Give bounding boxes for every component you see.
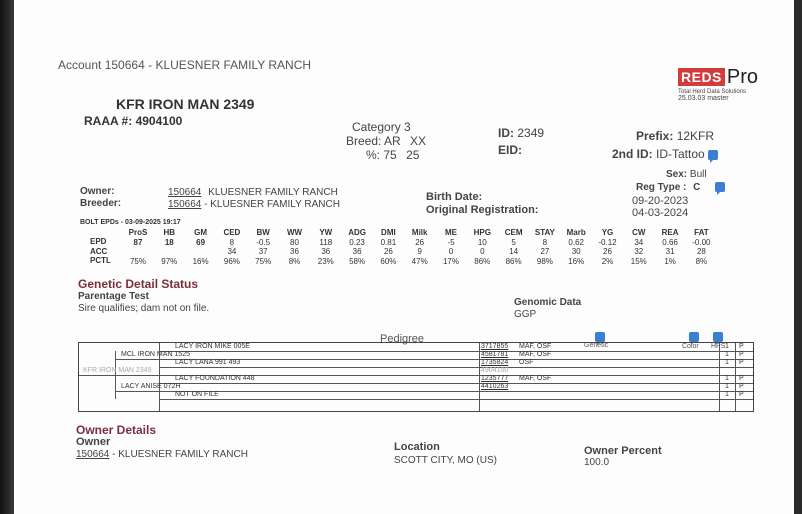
epd-pctl-hb: 97% bbox=[161, 256, 178, 266]
id-label: ID: bbox=[498, 126, 514, 140]
pedigree-color: 1 bbox=[725, 343, 729, 350]
breed-line bbox=[346, 134, 426, 148]
prefix-line bbox=[636, 129, 714, 143]
pedigree-subject-reg: 4904100 bbox=[481, 367, 509, 374]
epd-epd-gm: 69 bbox=[196, 237, 206, 247]
logo-reds: REDS bbox=[678, 68, 725, 86]
epd-name-cem: CEM bbox=[504, 228, 523, 237]
category: Category 3 bbox=[352, 120, 411, 134]
pedigree-genetic: OSF bbox=[519, 359, 534, 366]
pedigree-genetic: MAF, OSF bbox=[519, 351, 552, 358]
pedigree-subject: KFR IRON MAN 2349 bbox=[83, 367, 152, 374]
epd-name-gm: GM bbox=[194, 228, 208, 237]
sex-value: Bull bbox=[689, 169, 707, 180]
pedigree-title: Pedigree bbox=[380, 333, 425, 345]
epd-pctl-rea: 1% bbox=[664, 256, 676, 266]
pedigree-col-genetic: Genetic bbox=[584, 342, 609, 349]
parentage-test-label: Parentage Test bbox=[78, 291, 149, 302]
owner-details-heading: Owner Details bbox=[76, 423, 157, 437]
pedigree-color: 1 bbox=[725, 375, 729, 382]
epd-acc-dmi: 26 bbox=[383, 247, 393, 256]
owner-line bbox=[168, 187, 338, 198]
epd-acc-ww: 36 bbox=[290, 247, 299, 256]
epd-pctl-adg: 58% bbox=[349, 256, 366, 266]
epd-epd-ced: 8 bbox=[229, 237, 235, 247]
info-icon[interactable] bbox=[595, 332, 605, 342]
breed-label: Breed: bbox=[346, 134, 382, 148]
epd-epd-fat: -0.00 bbox=[692, 237, 711, 247]
epd-epd-ww: 80 bbox=[290, 237, 299, 247]
breeder-label: Breeder: bbox=[80, 198, 122, 209]
account-number: 150664 bbox=[104, 58, 145, 72]
eid-label: EID: bbox=[498, 143, 522, 157]
second-id-label: 2nd ID: bbox=[612, 147, 653, 161]
sex-line bbox=[666, 169, 707, 180]
id-value: 2349 bbox=[517, 126, 545, 140]
epd-name-me: ME bbox=[445, 228, 457, 237]
genomic-data-value: GGP bbox=[514, 309, 537, 320]
acc-row-label: ACC bbox=[90, 246, 108, 256]
epd-name-rea: REA bbox=[661, 228, 679, 237]
epd-pctl-cw: 15% bbox=[630, 256, 647, 266]
epd-acc-cem: 14 bbox=[509, 247, 519, 256]
breed-code-2: XX bbox=[410, 134, 427, 148]
epd-acc-marb: 30 bbox=[571, 247, 581, 256]
logo-tagline: Total Herd Data Solutions bbox=[678, 89, 747, 95]
epd-acc-me: 0 bbox=[448, 247, 454, 256]
original-registration-label: Original Registration: bbox=[426, 204, 539, 216]
pct-2: 25 bbox=[406, 148, 420, 162]
epd-epd-me: -5 bbox=[447, 237, 455, 247]
parentage-test-text: Sire qualifies; dam not on file. bbox=[78, 303, 210, 314]
epd-epd-bw: -0.5 bbox=[256, 237, 271, 247]
epd-pctl-cem: 86% bbox=[505, 256, 522, 266]
pedigree-dam: LACY ANISE 072H bbox=[121, 383, 181, 390]
genomic-data-label: Genomic Data bbox=[514, 297, 582, 308]
epd-name-cw: CW bbox=[632, 228, 646, 237]
pedigree-reg-link[interactable]: 1735824 bbox=[481, 359, 509, 366]
epd-acc-adg: 36 bbox=[352, 247, 362, 256]
info-icon[interactable] bbox=[713, 332, 723, 342]
pedigree-color: 1 bbox=[725, 383, 729, 390]
reg-type-value: C bbox=[693, 182, 701, 193]
scan-edge-shadow bbox=[0, 0, 14, 514]
epd-row-labels bbox=[90, 237, 111, 266]
prefix-value: 12KFR bbox=[676, 129, 715, 143]
birth-date-label: Birth Date: bbox=[426, 191, 483, 203]
epd-name-milk: Milk bbox=[411, 228, 428, 237]
pedigree-reg-link[interactable]: 3717855 bbox=[481, 343, 509, 350]
account-name: KLUESNER FAMILY RANCH bbox=[155, 58, 312, 72]
pedigree-sire-sire: LACY IRON MIKE 005E bbox=[175, 343, 250, 350]
location-label: Location bbox=[394, 441, 440, 453]
epd-acc-ced: 34 bbox=[227, 247, 237, 256]
prefix-label: Prefix: bbox=[636, 129, 674, 143]
pctl-row-label: PCTL bbox=[90, 256, 111, 265]
owner-details-owner-label: Owner bbox=[76, 436, 111, 448]
epd-epd-stay: 8 bbox=[542, 237, 548, 247]
pedigree-col-hps: HPS bbox=[711, 343, 726, 350]
pedigree-dam-sire: LACY FOUNDATION 448 bbox=[175, 375, 255, 382]
account-label: Account bbox=[58, 58, 102, 72]
animal-name: KFR IRON MAN 2349 bbox=[116, 96, 255, 112]
epd-epd-dmi: 0.81 bbox=[380, 237, 397, 247]
epd-name-bw: BW bbox=[256, 228, 270, 237]
epd-name-yg: YG bbox=[601, 228, 614, 237]
epd-pctl-gm: 16% bbox=[192, 256, 209, 266]
epd-epd-cem: 5 bbox=[511, 237, 516, 247]
epd-name-adg: ADG bbox=[348, 228, 366, 237]
info-icon[interactable] bbox=[708, 150, 718, 160]
epd-acc-hpg: 0 bbox=[480, 247, 485, 256]
owner-percent-label: Owner Percent bbox=[584, 445, 662, 457]
owner-percent-value: 100.0 bbox=[584, 457, 610, 468]
epd-pctl-bw: 75% bbox=[255, 256, 272, 266]
epd-epd-hb: 18 bbox=[164, 237, 174, 247]
epd-title: BOLT EPDs - 03-09-2025 19:17 bbox=[80, 219, 181, 226]
pedigree-sire-dam: LACY LANA 991 493 bbox=[175, 359, 241, 366]
pedigree-table bbox=[78, 342, 754, 412]
pedigree-genetic: MAF, OSF bbox=[519, 375, 552, 382]
pedigree-hps: P bbox=[739, 359, 744, 366]
pedigree-sire: MCL IRON MAN 1525 bbox=[121, 351, 190, 358]
epd-name-hb: HB bbox=[163, 228, 176, 237]
epd-epd-pros: 87 bbox=[133, 237, 143, 247]
epd-epd-marb: 0.62 bbox=[568, 237, 584, 247]
epd-epd-adg: 0.23 bbox=[349, 237, 365, 247]
second-id-line bbox=[612, 147, 718, 161]
epd-name-stay: STAY bbox=[534, 228, 555, 237]
epd-pctl-yg: 2% bbox=[601, 256, 614, 266]
pedigree-reg-link[interactable]: 4581781 bbox=[481, 351, 509, 358]
birth-date-value: 09-20-2023 bbox=[632, 195, 689, 207]
reg-label: RAAA #: bbox=[84, 114, 133, 128]
reg-type-label: Reg Type : bbox=[636, 182, 687, 193]
reg-type-line bbox=[636, 182, 725, 193]
epd-epd-milk: 26 bbox=[415, 237, 425, 247]
pedigree-color: 1 bbox=[725, 351, 729, 358]
account-separator: - bbox=[148, 58, 153, 72]
version-label: 25.03.03 master bbox=[678, 95, 729, 102]
epd-pctl-me: 17% bbox=[442, 256, 459, 266]
owner-details-name: KLUESNER FAMILY RANCH bbox=[118, 449, 248, 460]
pct-label: %: bbox=[366, 148, 381, 162]
epd-name-ww: WW bbox=[286, 228, 303, 237]
epd-acc-bw: 37 bbox=[258, 247, 268, 256]
epd-epd-yg: -0.12 bbox=[598, 237, 617, 247]
epd-acc-yg: 26 bbox=[603, 247, 612, 256]
logo-pro: Pro bbox=[726, 66, 759, 88]
pedigree-color: 1 bbox=[725, 359, 729, 366]
original-registration-value: 04-03-2024 bbox=[632, 207, 689, 219]
epd-epd-hpg: 10 bbox=[477, 237, 487, 247]
epd-epd-rea: 0.66 bbox=[662, 237, 678, 247]
genetic-detail-heading: Genetic Detail Status bbox=[78, 277, 199, 291]
epd-pctl-marb: 16% bbox=[568, 256, 585, 266]
id-line bbox=[498, 126, 544, 140]
epd-name-yw: YW bbox=[319, 228, 333, 237]
epd-pctl-dmi: 60% bbox=[380, 256, 397, 266]
epd-pctl-ced: 96% bbox=[223, 256, 240, 266]
info-icon[interactable] bbox=[689, 332, 699, 342]
pedigree-hps: P bbox=[739, 375, 744, 382]
epd-column-fat bbox=[681, 228, 721, 266]
epd-pctl-ww: 8% bbox=[288, 256, 301, 266]
epd-pctl-stay: 98% bbox=[536, 256, 553, 266]
breeder-number-link[interactable]: 150664 bbox=[168, 199, 202, 210]
pedigree-reg-link[interactable]: 4410263 bbox=[481, 383, 509, 390]
epd-row-label: EPD bbox=[90, 237, 107, 246]
location-value: SCOTT CITY, MO (US) bbox=[394, 455, 497, 466]
owner-details-number-link[interactable]: 150664 bbox=[76, 449, 110, 460]
epd-acc-cw: 32 bbox=[634, 247, 644, 256]
pedigree-col-color: Color bbox=[682, 343, 699, 350]
pct-1: 75 bbox=[383, 148, 397, 162]
registration-number-line bbox=[84, 114, 182, 128]
epd-name-pros: ProS bbox=[128, 228, 148, 237]
epd-name-marb: Marb bbox=[566, 228, 586, 237]
owner-name: KLUESNER FAMILY RANCH bbox=[208, 187, 338, 198]
pedigree-dam-dam: NOT ON FILE bbox=[175, 391, 219, 398]
epd-name-fat: FAT bbox=[694, 228, 709, 237]
breeder-name: KLUESNER FAMILY RANCH bbox=[210, 199, 340, 210]
breeder-line: 150664 - KLUESNER FAMILY RANCH bbox=[168, 199, 340, 210]
epd-epd-yw: 118 bbox=[319, 237, 333, 247]
epd-acc-stay: 27 bbox=[540, 247, 550, 256]
owner-details-owner-line: 150664 - KLUESNER FAMILY RANCH bbox=[76, 449, 248, 460]
pedigree-genetic: MAF, OSF bbox=[519, 343, 552, 350]
epd-acc-rea: 31 bbox=[665, 247, 675, 256]
epd-acc-fat: 28 bbox=[696, 247, 706, 256]
pedigree-color: 1 bbox=[725, 391, 729, 398]
reg-number: 4904100 bbox=[135, 114, 183, 128]
pedigree-hps: P bbox=[739, 343, 744, 350]
epd-epd-cw: 34 bbox=[634, 237, 644, 247]
percent-line bbox=[366, 148, 419, 162]
epd-pctl-hpg: 86% bbox=[474, 256, 491, 266]
epd-pctl-pros: 75% bbox=[129, 256, 146, 266]
pedigree-reg-link[interactable]: 1235777 bbox=[481, 375, 509, 382]
epd-acc-yw: 36 bbox=[321, 247, 331, 256]
pedigree-hps: P bbox=[739, 391, 744, 398]
owner-number-link[interactable]: 150664 bbox=[168, 187, 202, 198]
registration-certificate bbox=[14, 0, 794, 514]
epd-pctl-fat: 8% bbox=[695, 256, 708, 266]
info-icon[interactable] bbox=[715, 182, 725, 192]
owner-label: Owner: bbox=[80, 186, 115, 197]
breed-code-1: AR bbox=[384, 134, 401, 148]
pedigree-hps: P bbox=[739, 383, 744, 390]
second-id-value: ID-Tattoo bbox=[656, 147, 705, 161]
epd-name-ced: CED bbox=[223, 228, 241, 237]
reds-pro-logo bbox=[678, 66, 758, 102]
epd-acc-milk: 9 bbox=[417, 247, 422, 256]
epd-name-dmi: DMI bbox=[381, 228, 396, 237]
pedigree-hps: P bbox=[739, 351, 744, 358]
epd-pctl-milk: 47% bbox=[411, 256, 428, 266]
sex-label: Sex: bbox=[666, 169, 688, 180]
epd-pctl-yw: 23% bbox=[317, 256, 334, 266]
account-line bbox=[58, 58, 311, 72]
epd-name-hpg: HPG bbox=[473, 228, 491, 237]
